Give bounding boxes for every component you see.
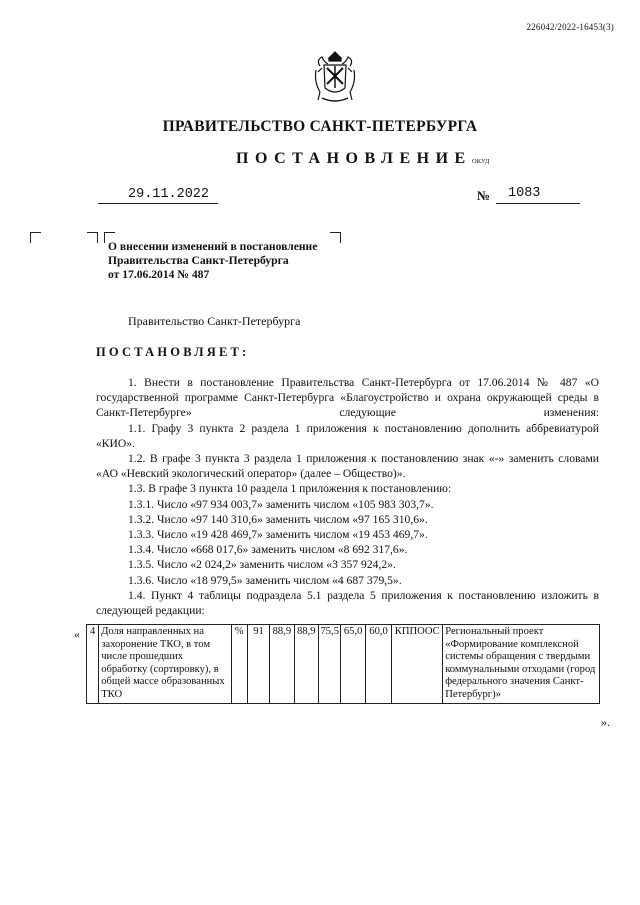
project-cell: Региональный проект «Формирование комплексной системы обращения с твердыми коммунальными отходами (город федерального значения Санкт-Петербург)» bbox=[443, 625, 600, 704]
paragraph: 1.2. В графе 3 пункта 3 раздела 1 приложения к постановлению знак «-» заменить словами «АО «Невский экологический оператор» (далее – Общество)». bbox=[96, 452, 599, 481]
value-cell: 88,9 bbox=[270, 625, 294, 704]
date-underline bbox=[98, 203, 218, 204]
document-id: 226042/2022-16453(3) bbox=[526, 22, 614, 32]
number-sign: № bbox=[477, 188, 491, 203]
table-row bbox=[87, 625, 600, 704]
resolves-heading: ПОСТАНОВЛЯЕТ: bbox=[96, 345, 250, 359]
value-cell: 88,9 bbox=[294, 625, 318, 704]
paragraph: 1.3.3. Число «19 428 469,7» заменить числом «19 453 469,7». bbox=[128, 528, 428, 542]
value-cell: 60,0 bbox=[365, 625, 391, 704]
resolution-date: 29.11.2022 bbox=[128, 187, 210, 202]
paragraph: 1.3. В графе 3 пункта 10 раздела 1 приложения к постановлению: bbox=[128, 482, 452, 496]
open-quote: « bbox=[74, 627, 80, 641]
executor-cell: КППООС bbox=[392, 625, 443, 704]
unit-cell: % bbox=[231, 625, 247, 704]
resolution-title: ПОСТАНОВЛЕНИЕ bbox=[236, 150, 472, 167]
resolution-subject bbox=[108, 240, 317, 282]
amendment-table bbox=[86, 624, 600, 704]
subject-corner-left-outer bbox=[87, 232, 98, 243]
paragraph: 1.4. Пункт 4 таблицы подраздела 5.1 раздела 5 приложения к постановлению изложить в следующей редакции: bbox=[96, 588, 599, 618]
paragraph: 1.3.2. Число «97 140 310,6» заменить числом «97 165 310,6». bbox=[128, 512, 428, 526]
value-cell: 91 bbox=[247, 625, 269, 704]
resolution-number: 1083 bbox=[508, 186, 541, 201]
resolution-body bbox=[96, 375, 599, 618]
number-underline bbox=[496, 203, 580, 204]
paragraph: 1. Внести в постановление Правительства Санкт-Петербурга от 17.06.2014 № 487 «О государственной программе Санкт-Петербурга «Благоустройство и охрана окружающей среды в Санкт-Петербурге» следующие изменения: bbox=[96, 376, 599, 420]
value-cell: 65,0 bbox=[341, 625, 365, 704]
government-title: ПРАВИТЕЛЬСТВО САНКТ-ПЕТЕРБУРГА bbox=[162, 118, 478, 135]
subject-corner-right bbox=[330, 232, 341, 243]
saint-petersburg-emblem-icon bbox=[312, 48, 358, 106]
close-quote: ». bbox=[601, 715, 610, 729]
paragraph: 1.3.4. Число «668 017,6» заменить числом «8 692 317,6». bbox=[128, 543, 408, 557]
paragraph: 1.1. Графу 3 пункта 2 раздела 1 приложения к постановлению дополнить аббревиатурой «КИО». bbox=[96, 421, 599, 450]
value-cell: 75,5 bbox=[319, 625, 341, 704]
margin-corner-mark bbox=[30, 232, 41, 243]
paragraph: 1.3.5. Число «2 024,2» заменить числом «3 357 924,2». bbox=[128, 558, 396, 572]
subject-line: О внесении изменений в постановление bbox=[108, 240, 318, 253]
indicator-cell: Доля направленных на захоронение ТКО, в том числе прошедших обработку (сортировку), в общей массе образованных ТКО bbox=[99, 625, 231, 704]
okud-label: ОКУД bbox=[472, 158, 490, 165]
row-number-cell: 4 bbox=[87, 625, 99, 704]
subject-line: от 17.06.2014 № 487 bbox=[108, 268, 210, 281]
paragraph: 1.3.1. Число «97 934 003,7» заменить числом «105 983 303,7». bbox=[128, 497, 434, 511]
subject-line: Правительства Санкт-Петербурга bbox=[108, 254, 289, 267]
intro-text: Правительство Санкт-Петербурга bbox=[128, 314, 301, 328]
paragraph: 1.3.6. Число «18 979,5» заменить числом «4 687 379,5». bbox=[128, 573, 402, 587]
